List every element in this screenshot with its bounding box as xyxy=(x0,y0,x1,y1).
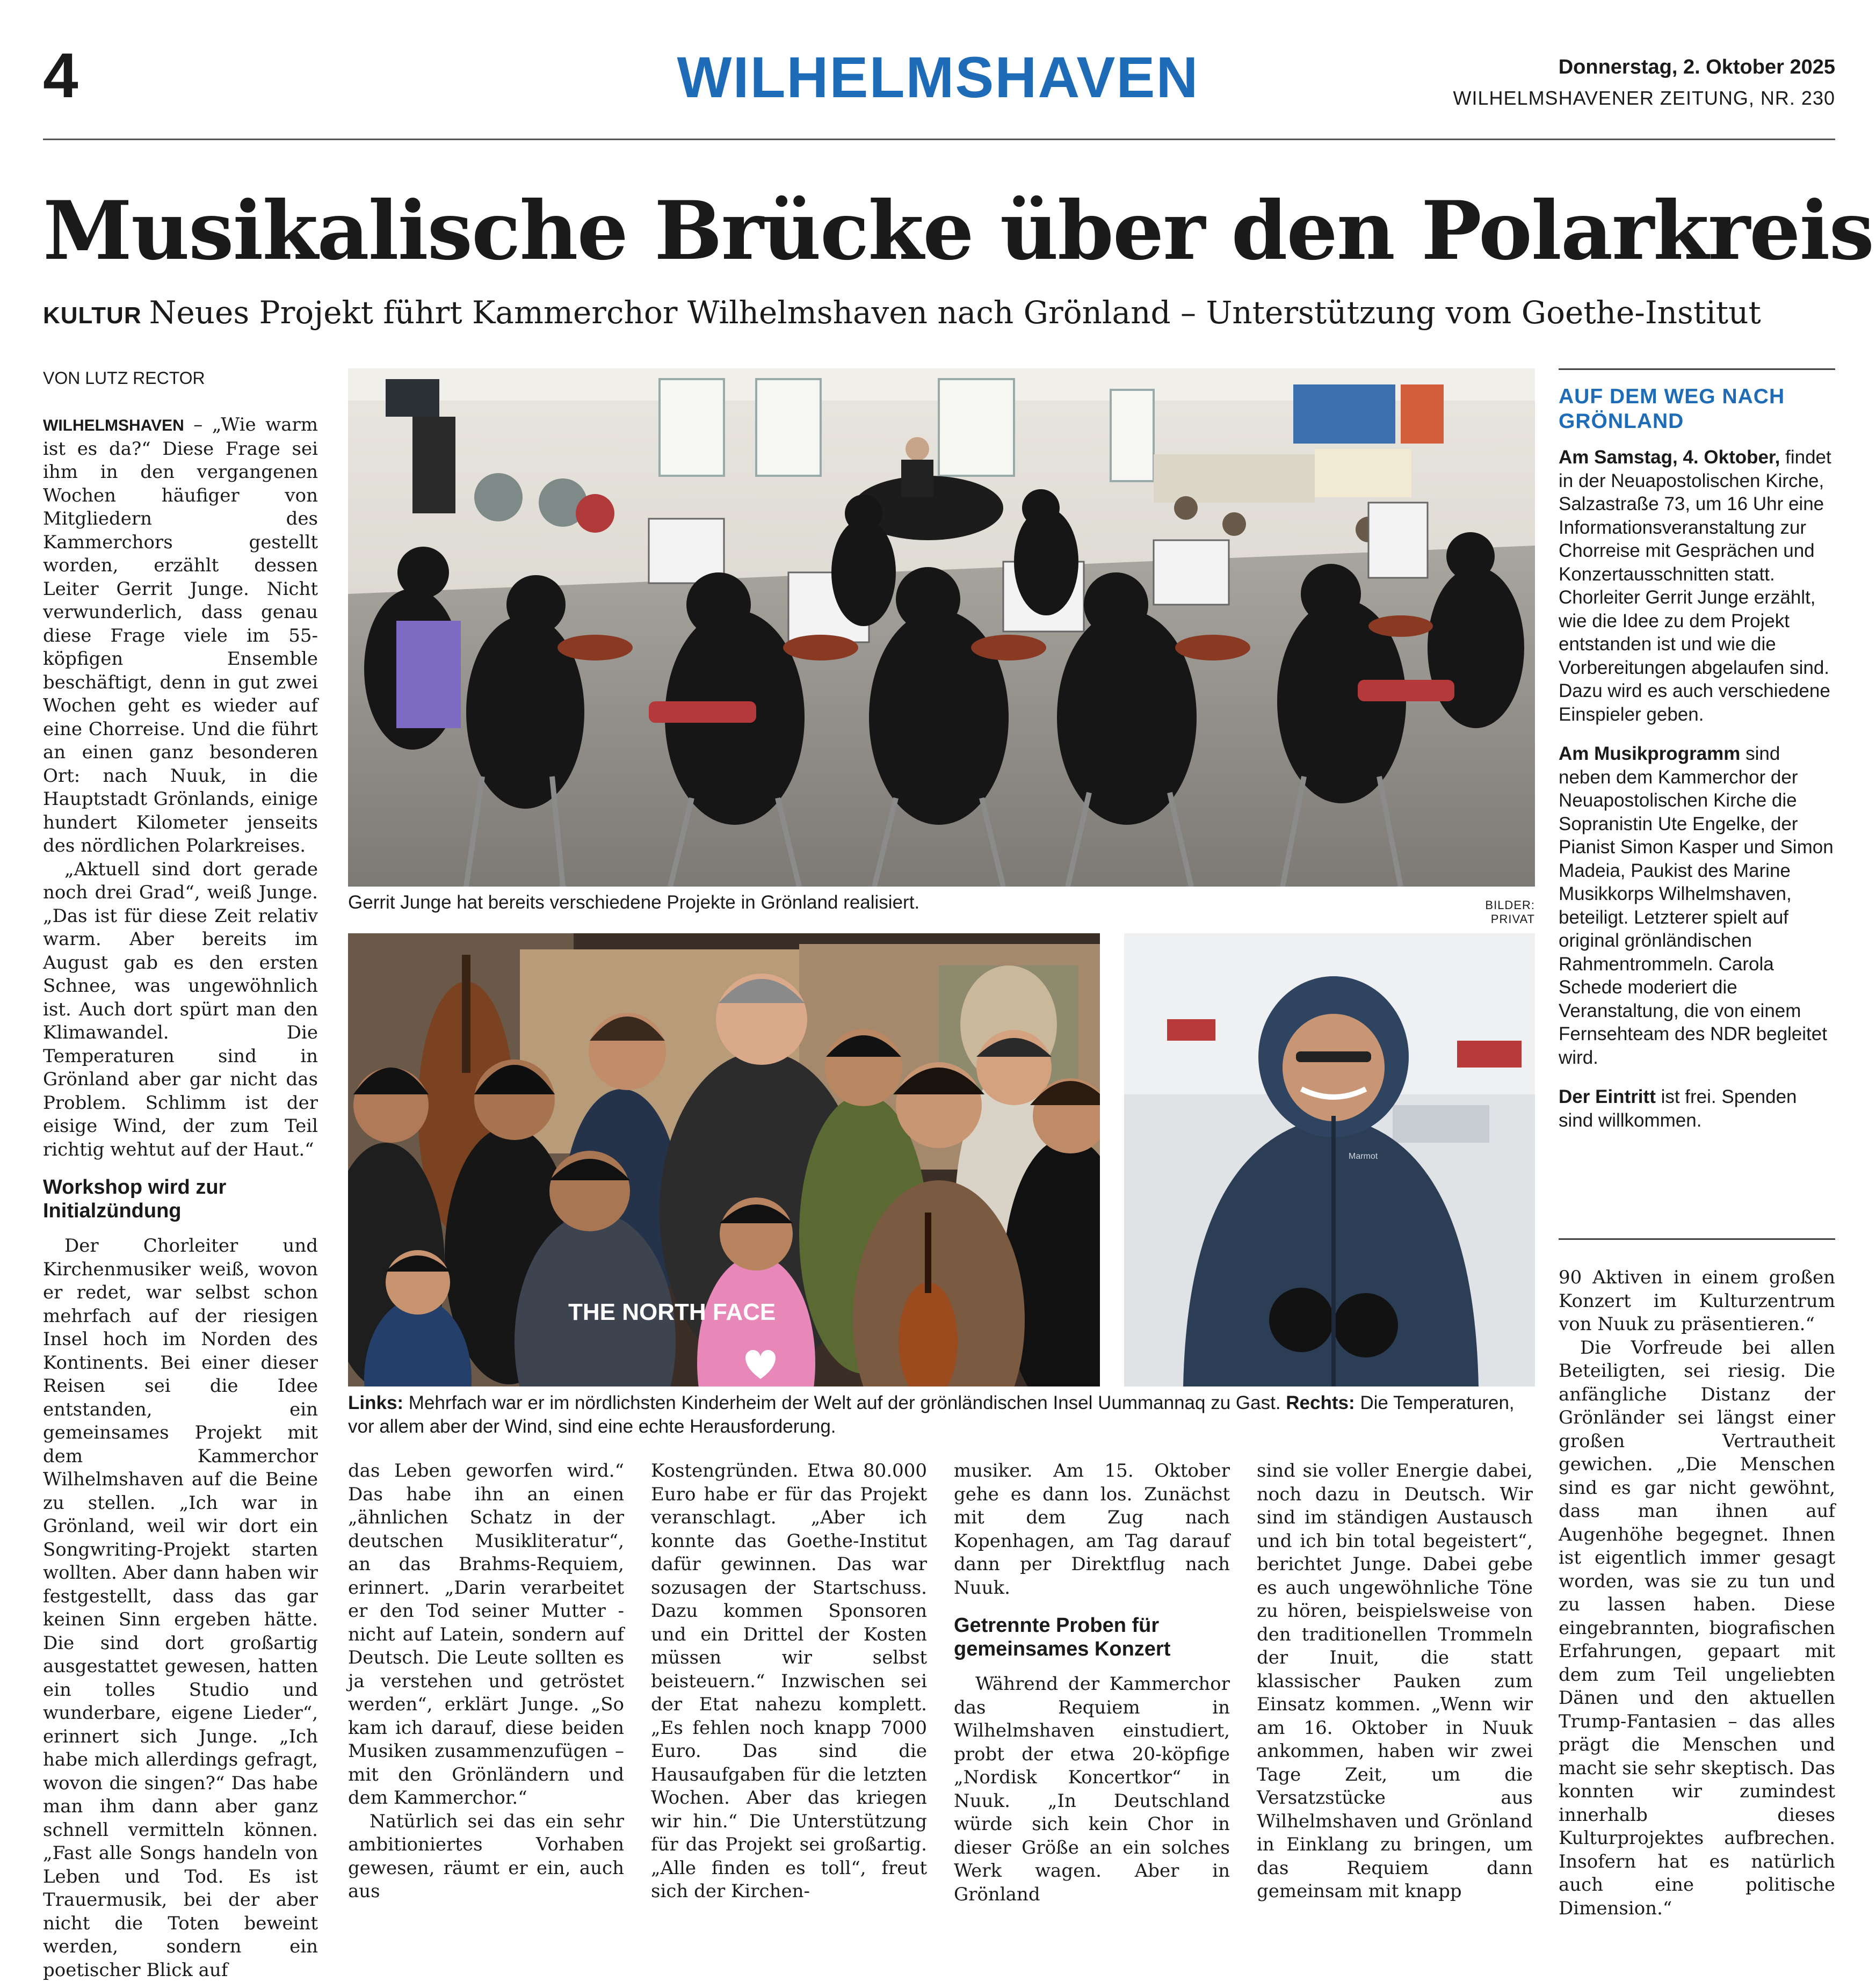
paragraph: das Leben geworfen wird.“ Das habe ihn an einen „ähnlichen Schatz in der deutschen Musikliteratur“, an das Brahms-Requiem, erinnert. „Darin verarbeitet er den Tod seiner Mutter - nicht auf Latein, sondern auf Deutsch. Die Leute sollten es ja verstehen und getröstet werden“, erklärt Junge. „So kam ich darauf, diese beiden Musiken zusammenzufügen – mit den Grönländern und dem Kammerchor.“ xyxy=(348,1460,624,1809)
sidebar-lead: Am Musikprogramm xyxy=(1559,743,1741,764)
caption-right-text: Die Temperaturen, vor allem aber der Wind, sind eine echte Herausforderung. xyxy=(348,1392,1515,1437)
article-column-3 xyxy=(651,1460,927,1904)
article-column-1 xyxy=(43,413,318,1982)
sidebar-text: ist frei. Spenden sind willkommen. xyxy=(1559,1086,1797,1131)
winter-portrait-photo xyxy=(1124,933,1535,1386)
caption-right-label: Rechts: xyxy=(1286,1392,1355,1413)
article-column-4 xyxy=(954,1460,1230,1906)
sidebar-lead: Der Eintritt xyxy=(1559,1086,1656,1107)
sidebar-title: AUF DEM WEG NACH GRÖNLAND xyxy=(1559,385,1785,433)
article-subheadline xyxy=(43,294,1761,332)
sidebar-text: findet in der Neuapostolischen Kirche, Salzastraße 73, um 16 Uhr eine Informationsveranstaltung zur Chorreise mit Gesprächen und Konzertausschnitten statt. Chorleiter Gerrit Junge erzählt, wie die Idee zu dem Projekt entstanden ist und wie die Vorbereitungen abgelaufen sind. Dazu wird es auch verschiedene Einspieler geben. xyxy=(1559,447,1831,725)
sidebar-lead: Am Samstag, 4. Oktober, xyxy=(1559,447,1780,468)
top-photo-caption: Gerrit Junge hat bereits verschiedene Projekte in Grönland realisiert. xyxy=(348,892,920,913)
orchestra-photo-illustration xyxy=(348,368,1535,887)
paragraph: Während der Kammerchor das Requiem in Wilhelmshaven einstudiert, probt der etwa 20-köpfige „Nordisk Koncertkor“ in Nuuk. „In Deutschland würde sich kein Chor in dieser Größe an ein solches Werk wagen. Aber in Grönland xyxy=(954,1673,1230,1905)
paragraph: Der Chorleiter und Kirchenmusiker weiß, wovon er redet, war selbst schon mehrfach auf der riesigen Insel hoch im Norden des Kontinents. Bei einer dieser Reisen sei die Idee entstanden, ein gemeinsames Projekt mit dem Kammerchor Wilhelmshaven auf die Beine zu stellen. „Ich war in Grönland, weil wir dort ein Songwriting-Projekt starten wollten. Aber dann haben wir festgestellt, dass das gar keinen Sinn ergeben hätte. Die sind dort großartig ausgestattet gewesen, hatten ein tolles Studio und wunderbare, eigene Lieder“, erinnert sich Junge. „Ich habe mich allerdings gefragt, wovon die singen?“ Das habe man ihm dann aber ganz schnell vermitteln können. „Fast alle Songs handeln von Leben und Tod. Es ist Trauermusik, bei der aber nicht die Toten beweint werden, sondern ein poetischer Blick auf xyxy=(43,1235,318,1981)
photo-credit: BILDER: PRIVAT xyxy=(1485,898,1535,926)
info-sidebar xyxy=(1559,384,1835,1148)
caption-left-label: Links: xyxy=(348,1392,404,1413)
sidebar-paragraph xyxy=(1559,446,1835,726)
section-subhead: Workshop wird zur Initialzündung xyxy=(43,1176,227,1222)
sidebar-rule xyxy=(1559,368,1835,370)
sidebar-rule xyxy=(1559,1238,1835,1240)
section-subhead: Getrennte Proben für gemeinsames Konzert xyxy=(954,1614,1171,1660)
article-column-6 xyxy=(1559,1266,1835,1920)
hoodie-text: THE NORTH FACE xyxy=(568,1299,776,1325)
article-column-5 xyxy=(1257,1460,1533,1904)
children-home-illustration xyxy=(348,933,1100,1386)
sidebar-paragraph xyxy=(1559,1085,1835,1132)
article-headline: Musikalische Brücke über den Polarkreis xyxy=(43,184,1873,278)
author-byline: VON LUTZ RECTOR xyxy=(43,368,205,388)
page-number: 4 xyxy=(43,40,78,111)
dateline: WILHELMSHAVEN xyxy=(43,417,184,434)
subheadline-text: Neues Projekt führt Kammerchor Wilhelmshaven nach Grönland – Unterstützung vom Goethe-Institut xyxy=(149,294,1761,331)
paragraph: Natürlich sei das ein sehr ambitioniertes Vorhaben gewesen, räumt er ein, auch aus xyxy=(348,1810,624,1902)
sidebar-text: sind neben dem Kammerchor der Neuapostolischen Kirche die Sopranistin Ute Engelke, der Pianist Simon Kasper und Simon Madeia, Paukist des Marine Musikkorps Wilhelmshaven, beteiligt. Letzterer spielt auf original grönländischen Rahmentrommeln. Carola Schede moderiert die Veranstaltung, die von einem Fernsehteam des NDR begleitet wird. xyxy=(1559,743,1834,1068)
section-title: WILHELMSHAVEN xyxy=(677,45,1199,110)
orchestra-photo xyxy=(348,368,1535,887)
article-column-2 xyxy=(348,1460,624,1904)
caption-left-text: Mehrfach war er im nördlichsten Kinderheim der Welt auf der grönländischen Insel Uummannaq zu Gast. xyxy=(403,1392,1286,1413)
winter-portrait-illustration xyxy=(1124,933,1535,1386)
children-home-photo xyxy=(348,933,1100,1386)
sidebar-paragraph xyxy=(1559,742,1835,1069)
paper-issue: WILHELMSHAVENER ZEITUNG, NR. 230 xyxy=(1453,87,1835,109)
paragraph: musiker. Am 15. Oktober gehe es dann los. Zunächst mit dem Zug nach Kopenhagen, am Tag darauf dann per Direktflug nach Nuuk. xyxy=(954,1460,1230,1599)
header-rule xyxy=(43,139,1835,140)
kicker-label: KULTUR xyxy=(43,302,142,329)
paragraph: Kostengründen. Etwa 80.000 Euro habe er für das Projekt veranschlagt. „Aber ich konnte das Goethe-Institut dafür gewinnen. Das war sozusagen der Startschuss. Dazu kommen Sponsoren und ein Drittel der Kosten müssen wir selbst beisteuern.“ Inzwischen sei der Etat nahezu komplett. „Es fehlen noch knapp 7000 Euro. Das sind die Hausaufgaben für die letzten Wochen. Aber das kriegen wir hin.“ Die Unterstützung für das Projekt sei großartig. „Alle finden es toll“, freut sich der Kirchen- xyxy=(651,1460,927,1902)
paragraph: Die Vorfreude bei allen Beteiligten, sei riesig. Die anfängliche Distanz der Grönländer sei längst einer großen Vertrautheit gewichen. „Die Menschen sind es gar nicht gewöhnt, dass man ihnen auf Augenhöhe begegnet. Ihnen ist eigentlich immer gesagt worden, was sie zu tun und zu lassen haben. Diese eingebrannten, biografischen Erfahrungen, gepaart mit dem zum Teil ungeliebten Dänen und den aktuellen Trump-Fantasien – das alles prägt die Menschen und macht sie sehr skeptisch. Das konnten wir zumindest innerhalb dieses Kulturprojektes aufbrechen. Insofern hat es natürlich auch eine politische Dimension.“ xyxy=(1559,1337,1835,1919)
paragraph: „Aktuell sind dort gerade noch drei Grad“, weiß Junge. „Das ist für diese Zeit relativ warm. Aber bereits im August gab es den ersten Schnee, was ungewöhnlich ist. Auch dort spürt man den Klimawandel. Die Temperaturen sind in Grönland aber gar nicht das Problem. Schlimm ist der eisige Wind, der zum Teil richtig wehtut auf der Haut.“ xyxy=(43,858,318,1160)
bottom-photo-caption xyxy=(348,1391,1535,1439)
paragraph: sind sie voller Energie dabei, noch dazu in Deutsch. Wir sind im ständigen Austausch und ich bin total begeistert“, berichtet Junge. Dabei gebe es auch ungewöhnliche Töne zu hören, beispielsweise von den traditionellen Trommeln der Inuit, die statt klassischer Pauken zum Einsatz kommen. „Wenn wir am 16. Oktober in Nuuk ankommen, haben wir zwei Tage Zeit, um die Versatzstücke aus Wilhelmshaven und Grönland in Einklang zu bringen, um das Requiem dann gemeinsam mit knapp xyxy=(1257,1460,1533,1902)
paragraph: 90 Aktiven in einem großen Konzert im Kulturzentrum von Nuuk zu präsentieren.“ xyxy=(1559,1267,1835,1335)
issue-date: Donnerstag, 2. Oktober 2025 xyxy=(1558,56,1835,78)
paragraph: – „Wie warm ist es da?“ Diese Frage sei ihm in den vergangenen Wochen häufiger von Mitgliedern des Kammerchors gestellt worden, erzählt dessen Leiter Gerrit Junge. Nicht verwunderlich, dass genau diese Frage viele im 55-köpfigen Ensemble beschäftigt, denn in gut zwei Wochen geht es wieder auf eine Chorreise. Und die führt an einen ganz besonderen Ort: nach Nuuk, in die Hauptstadt Grönlands, einige hundert Kilometer jenseits des nördlichen Polarkreises. xyxy=(43,414,318,856)
jacket-brand-text: Marmot xyxy=(1349,1152,1378,1161)
